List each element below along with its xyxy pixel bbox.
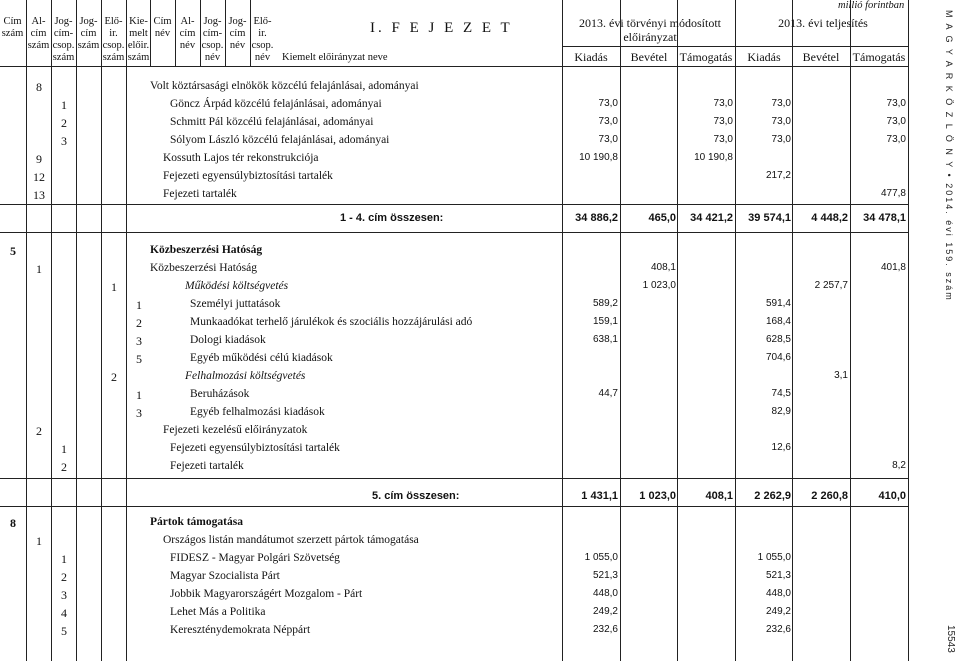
row-label: Kereszténydemokrata Néppárt	[170, 624, 311, 636]
value-cell: 73,0	[713, 98, 733, 109]
value-cell: 521,3	[592, 570, 618, 581]
row-code: 3	[136, 334, 142, 348]
value-cell: 73,0	[886, 134, 906, 145]
row-label: Egyéb működési célú kiadások	[190, 352, 333, 364]
total-label: 5. cím összesen:	[372, 490, 460, 502]
value-cell: 2 260,8	[811, 490, 848, 502]
header-col-label: Jog-cím szám	[77, 16, 100, 51]
value-cell: 232,6	[592, 624, 618, 635]
row-label: Közbeszerzési Hatóság	[150, 262, 257, 274]
value-cell: 73,0	[598, 134, 618, 145]
table-row	[0, 622, 908, 640]
header-col-label: Jog-cím-csop. név	[201, 16, 224, 63]
value-cell: 249,2	[592, 606, 618, 617]
row-code: 8	[10, 516, 16, 530]
row-code: 5	[136, 352, 142, 366]
value-cell: 34 478,1	[863, 212, 906, 224]
value-cell: 159,1	[592, 316, 618, 327]
table-row	[0, 604, 908, 622]
value-cell: 217,2	[765, 170, 791, 181]
table-row	[0, 350, 908, 368]
chapter-title: I. F E J E Z E T	[370, 20, 513, 36]
table-row	[0, 168, 908, 186]
table-row	[0, 114, 908, 132]
section-divider	[0, 204, 908, 205]
row-code: 13	[33, 188, 45, 202]
value-cell: 628,5	[765, 334, 791, 345]
value-cell: 401,8	[880, 262, 906, 273]
row-label: Kossuth Lajos tér rekonstrukciója	[163, 152, 319, 164]
value-cell: 249,2	[765, 606, 791, 617]
row-label: Működési költségvetés	[185, 280, 289, 292]
row-label: Közbeszerzési Hatóság	[150, 244, 263, 256]
header-col-label: Elő-ir. csop. szám	[102, 16, 125, 63]
row-label: Fejezeti egyensúlybiztosítási tartalék	[163, 170, 333, 182]
row-code: 4	[61, 606, 67, 620]
value-cell: 408,1	[705, 490, 733, 502]
value-cell: 232,6	[765, 624, 791, 635]
sub-header-label: Támogatás	[852, 50, 906, 64]
value-cell: 73,0	[771, 116, 791, 127]
value-cell: 410,0	[878, 490, 906, 502]
table-row	[0, 186, 908, 204]
row-code: 5	[61, 624, 67, 638]
row-code: 1	[111, 280, 117, 294]
row-label: Országos listán mandátumot szerzett pártok támogatása	[163, 534, 419, 546]
table-row	[0, 150, 908, 168]
sub-header-label: Kiadás	[747, 50, 781, 64]
row-code: 3	[136, 406, 142, 420]
col-divider	[908, 0, 909, 661]
value-cell: 638,1	[592, 334, 618, 345]
table-row	[0, 96, 908, 114]
value-cell: 448,0	[765, 588, 791, 599]
value-cell: 82,9	[771, 406, 791, 417]
value-cell: 10 190,8	[694, 152, 733, 163]
row-code: 1	[36, 534, 42, 548]
value-cell: 73,0	[713, 116, 733, 127]
row-label: FIDESZ - Magyar Polgári Szövetség	[170, 552, 340, 564]
value-cell: 73,0	[598, 116, 618, 127]
row-code: 3	[61, 134, 67, 148]
value-cell: 44,7	[598, 388, 618, 399]
row-code: 2	[136, 316, 142, 330]
row-code: 2	[36, 424, 42, 438]
header-col-label: Al-cím név	[179, 16, 196, 51]
value-cell: 448,0	[592, 588, 618, 599]
value-cell: 521,3	[765, 570, 791, 581]
table-row	[0, 586, 908, 604]
row-label: Schmitt Pál közcélú felajánlásai, adományai	[170, 116, 374, 128]
unit-label: millió forintban	[838, 0, 905, 11]
value-cell: 73,0	[886, 116, 906, 127]
row-code: 1	[136, 298, 142, 312]
table-row	[0, 458, 908, 476]
value-cell: 704,6	[765, 352, 791, 363]
row-code: 1	[61, 552, 67, 566]
value-cell: 1 055,0	[584, 552, 618, 563]
row-code: 2	[111, 370, 117, 384]
row-code: 3	[61, 588, 67, 602]
table-row	[0, 332, 908, 350]
period1-header: 2013. évi törvényi módosított előirányzat	[579, 16, 721, 44]
row-label: Lehet Más a Politika	[170, 606, 266, 618]
table-row	[0, 368, 908, 386]
row-label: Göncz Árpád közcélú felajánlásai, adományai	[170, 98, 382, 110]
sub-header-label: Támogatás	[679, 50, 733, 64]
section-divider	[0, 478, 908, 479]
header-col-label: Cím név	[153, 16, 172, 39]
table-row	[0, 296, 908, 314]
header-col-label: Cím szám	[1, 16, 24, 39]
header-divider	[562, 46, 908, 47]
row-label: Dologi kiadások	[190, 334, 266, 346]
row-label: Egyéb felhalmozási kiadások	[190, 406, 325, 418]
page-number: 15543	[945, 625, 956, 653]
table-row	[0, 132, 908, 150]
row-label: Fejezeti tartalék	[163, 188, 237, 200]
section-divider	[0, 506, 908, 507]
table-row	[0, 422, 908, 440]
row-code: 12	[33, 170, 45, 184]
value-cell: 1 055,0	[757, 552, 791, 563]
row-label: Magyar Szocialista Párt	[170, 570, 280, 582]
value-cell: 477,8	[880, 188, 906, 199]
value-cell: 34 421,2	[690, 212, 733, 224]
row-label: Pártok támogatása	[150, 516, 243, 528]
value-cell: 73,0	[771, 98, 791, 109]
value-cell: 10 190,8	[579, 152, 618, 163]
value-cell: 3,1	[834, 370, 848, 381]
value-cell: 74,5	[771, 388, 791, 399]
row-label: Sólyom László közcélú felajánlásai, adományai	[170, 134, 390, 146]
value-cell: 1 023,0	[642, 280, 676, 291]
table-row	[0, 314, 908, 332]
sub-header-label: Kiadás	[574, 50, 608, 64]
value-cell: 408,1	[650, 262, 676, 273]
table-row	[0, 514, 908, 532]
table-row	[0, 440, 908, 458]
value-cell: 73,0	[771, 134, 791, 145]
table-row	[0, 404, 908, 422]
row-label: Beruházások	[190, 388, 250, 400]
row-label: Felhalmozási költségvetés	[185, 370, 306, 382]
value-cell: 73,0	[598, 98, 618, 109]
row-code: 8	[36, 80, 42, 94]
row-code: 5	[10, 244, 16, 258]
header-col-label: Kie-melt előir. szám	[127, 16, 150, 63]
row-code: 1	[136, 388, 142, 402]
table-row	[0, 78, 908, 96]
total-row	[0, 210, 908, 228]
table-row	[0, 532, 908, 550]
row-label: Fejezeti tartalék	[170, 460, 244, 472]
value-cell: 73,0	[713, 134, 733, 145]
value-cell: 168,4	[765, 316, 791, 327]
kiemelt-header: Kiemelt előirányzat neve	[282, 52, 388, 63]
header-col-label: Elő-ir. csop. név	[251, 16, 274, 63]
table-row	[0, 568, 908, 586]
value-cell: 589,2	[592, 298, 618, 309]
total-row	[0, 488, 908, 506]
sub-header-label: Bevétel	[802, 50, 840, 64]
header-col-label: Al-cím szám	[27, 16, 50, 51]
total-label: 1 - 4. cím összesen:	[340, 212, 444, 224]
period2-header: 2013. évi teljesítés	[778, 16, 868, 30]
value-cell: 34 886,2	[575, 212, 618, 224]
value-cell: 1 431,1	[581, 490, 618, 502]
value-cell: 465,0	[648, 212, 676, 224]
sub-header-label: Bevétel	[630, 50, 668, 64]
table-row	[0, 278, 908, 296]
row-label: Fejezeti egyensúlybiztosítási tartalék	[170, 442, 340, 454]
value-cell: 2 257,7	[814, 280, 848, 291]
row-code: 9	[36, 152, 42, 166]
header-bottom-line	[0, 66, 908, 67]
table-row	[0, 242, 908, 260]
header-col-label: Jog-cím-csop. szám	[52, 16, 75, 63]
row-label: Személyi juttatások	[190, 298, 281, 310]
row-label: Jobbik Magyarországért Mozgalom - Párt	[170, 588, 363, 600]
row-code: 2	[61, 460, 67, 474]
value-cell: 591,4	[765, 298, 791, 309]
row-label: Volt köztársasági elnökök közcélú felajánlásai, adományai	[150, 80, 419, 92]
row-code: 1	[61, 442, 67, 456]
row-code: 1	[61, 98, 67, 112]
value-cell: 12,6	[771, 442, 791, 453]
row-code: 1	[36, 262, 42, 276]
table-row	[0, 260, 908, 278]
value-cell: 2 262,9	[754, 490, 791, 502]
section-divider	[0, 232, 908, 233]
value-cell: 8,2	[892, 460, 906, 471]
value-cell: 4 448,2	[811, 212, 848, 224]
journal-side-label: M A G Y A R K Ö Z L Ö N Y • 2014. évi 159. szám	[944, 10, 954, 302]
table-row	[0, 386, 908, 404]
value-cell: 73,0	[886, 98, 906, 109]
header-col-label: Jog-cím név	[228, 16, 247, 51]
value-cell: 1 023,0	[639, 490, 676, 502]
row-code: 2	[61, 570, 67, 584]
row-label: Fejezeti kezelésű előirányzatok	[163, 424, 308, 436]
value-cell: 39 574,1	[748, 212, 791, 224]
row-code: 2	[61, 116, 67, 130]
row-label: Munkaadókat terhelő járulékok és szociális hozzájárulási adó	[190, 316, 473, 328]
table-row	[0, 550, 908, 568]
